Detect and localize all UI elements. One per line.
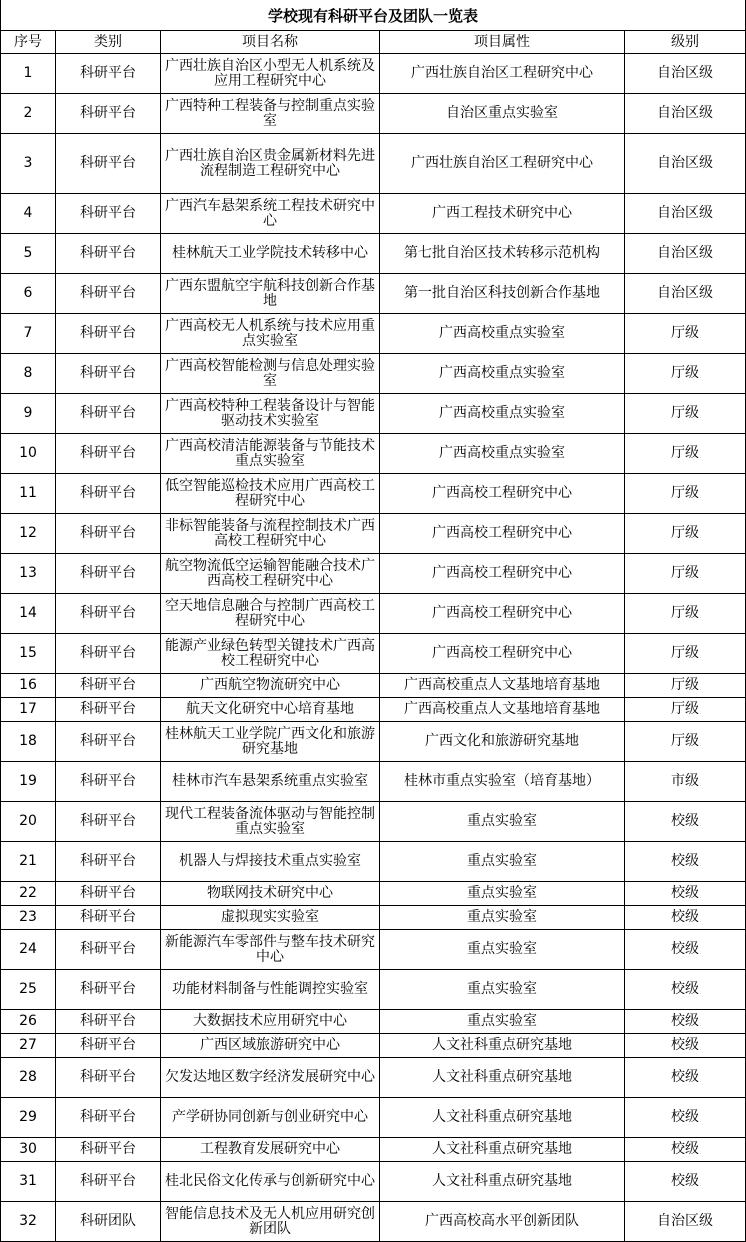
cell-no: 12 xyxy=(1,514,56,554)
table-row xyxy=(1,554,746,594)
cell-level: 厅级 xyxy=(625,394,746,434)
cell-no: 21 xyxy=(1,842,56,882)
cell-project-attribute: 广西壮族自治区工程研究中心 xyxy=(380,54,625,94)
cell-category: 科研平台 xyxy=(56,802,161,842)
cell-project-attribute: 广西高校重点实验室 xyxy=(380,314,625,354)
table-row xyxy=(1,970,746,1010)
cell-level: 校级 xyxy=(625,1010,746,1034)
header-category: 类别 xyxy=(56,31,161,54)
cell-category: 科研平台 xyxy=(56,762,161,802)
cell-project-attribute: 广西高校重点人文基地培育基地 xyxy=(380,698,625,722)
table-row xyxy=(1,1138,746,1162)
table-row xyxy=(1,882,746,906)
table-row xyxy=(1,634,746,674)
cell-project-attribute: 广西高校高水平创新团队 xyxy=(380,1202,625,1242)
cell-category: 科研平台 xyxy=(56,634,161,674)
header-no: 序号 xyxy=(1,31,56,54)
cell-no: 15 xyxy=(1,634,56,674)
table-row xyxy=(1,842,746,882)
cell-level: 校级 xyxy=(625,802,746,842)
cell-level: 校级 xyxy=(625,970,746,1010)
table-row xyxy=(1,930,746,970)
table-row xyxy=(1,674,746,698)
cell-category: 科研平台 xyxy=(56,698,161,722)
cell-level: 校级 xyxy=(625,1034,746,1058)
cell-category: 科研平台 xyxy=(56,1058,161,1098)
table-row xyxy=(1,234,746,274)
table-body xyxy=(1,54,746,1242)
cell-project-attribute: 人文社科重点研究基地 xyxy=(380,1162,625,1202)
cell-level: 校级 xyxy=(625,1058,746,1098)
table-row xyxy=(1,1202,746,1242)
cell-no: 1 xyxy=(1,54,56,94)
cell-category: 科研平台 xyxy=(56,970,161,1010)
cell-project-attribute: 广西高校工程研究中心 xyxy=(380,554,625,594)
cell-project-attribute: 重点实验室 xyxy=(380,906,625,930)
cell-project-name: 桂林市汽车悬架系统重点实验室 xyxy=(161,762,380,802)
table-row xyxy=(1,134,746,194)
cell-category: 科研平台 xyxy=(56,274,161,314)
table-row xyxy=(1,194,746,234)
cell-project-attribute: 重点实验室 xyxy=(380,802,625,842)
cell-level: 自治区级 xyxy=(625,94,746,134)
cell-category: 科研平台 xyxy=(56,134,161,194)
cell-level: 校级 xyxy=(625,1098,746,1138)
cell-project-attribute: 重点实验室 xyxy=(380,970,625,1010)
cell-no: 23 xyxy=(1,906,56,930)
cell-project-name: 工程教育发展研究中心 xyxy=(161,1138,380,1162)
cell-category: 科研平台 xyxy=(56,882,161,906)
table-row xyxy=(1,1034,746,1058)
cell-no: 26 xyxy=(1,1010,56,1034)
cell-level: 自治区级 xyxy=(625,194,746,234)
cell-project-attribute: 广西文化和旅游研究基地 xyxy=(380,722,625,762)
cell-no: 20 xyxy=(1,802,56,842)
cell-category: 科研平台 xyxy=(56,1034,161,1058)
cell-level: 校级 xyxy=(625,1162,746,1202)
cell-project-attribute: 广西高校工程研究中心 xyxy=(380,634,625,674)
cell-category: 科研平台 xyxy=(56,514,161,554)
cell-no: 7 xyxy=(1,314,56,354)
cell-category: 科研平台 xyxy=(56,434,161,474)
cell-project-name: 桂北民俗文化传承与创新研究中心 xyxy=(161,1162,380,1202)
cell-project-attribute: 自治区重点实验室 xyxy=(380,94,625,134)
cell-no: 22 xyxy=(1,882,56,906)
cell-project-attribute: 广西高校工程研究中心 xyxy=(380,474,625,514)
cell-category: 科研平台 xyxy=(56,594,161,634)
cell-category: 科研平台 xyxy=(56,234,161,274)
cell-no: 8 xyxy=(1,354,56,394)
table-row xyxy=(1,762,746,802)
cell-category: 科研平台 xyxy=(56,194,161,234)
cell-project-attribute: 第一批自治区科技创新合作基地 xyxy=(380,274,625,314)
cell-category: 科研平台 xyxy=(56,394,161,434)
cell-project-name: 新能源汽车零部件与整车技术研究中心 xyxy=(161,930,380,970)
cell-level: 自治区级 xyxy=(625,1202,746,1242)
cell-level: 校级 xyxy=(625,882,746,906)
cell-project-name: 现代工程装备流体驱动与智能控制重点实验室 xyxy=(161,802,380,842)
cell-project-name: 广西航空物流研究中心 xyxy=(161,674,380,698)
cell-project-name: 桂林航天工业学院技术转移中心 xyxy=(161,234,380,274)
cell-no: 18 xyxy=(1,722,56,762)
cell-category: 科研平台 xyxy=(56,674,161,698)
cell-no: 30 xyxy=(1,1138,56,1162)
table-row xyxy=(1,354,746,394)
cell-level: 厅级 xyxy=(625,434,746,474)
cell-project-name: 物联网技术研究中心 xyxy=(161,882,380,906)
header-project-attribute: 项目属性 xyxy=(380,31,625,54)
cell-project-attribute: 广西高校重点实验室 xyxy=(380,354,625,394)
cell-project-attribute: 重点实验室 xyxy=(380,842,625,882)
cell-no: 9 xyxy=(1,394,56,434)
cell-project-name: 广西区域旅游研究中心 xyxy=(161,1034,380,1058)
cell-level: 厅级 xyxy=(625,674,746,698)
cell-project-attribute: 广西高校工程研究中心 xyxy=(380,594,625,634)
platform-table xyxy=(0,30,746,1242)
cell-level: 厅级 xyxy=(625,474,746,514)
cell-level: 厅级 xyxy=(625,354,746,394)
cell-project-attribute: 人文社科重点研究基地 xyxy=(380,1058,625,1098)
cell-level: 厅级 xyxy=(625,698,746,722)
cell-level: 自治区级 xyxy=(625,274,746,314)
cell-level: 校级 xyxy=(625,842,746,882)
table-row xyxy=(1,314,746,354)
cell-no: 32 xyxy=(1,1202,56,1242)
cell-category: 科研平台 xyxy=(56,842,161,882)
table-row xyxy=(1,1098,746,1138)
cell-project-name: 桂林航天工业学院广西文化和旅游研究基地 xyxy=(161,722,380,762)
cell-project-name: 能源产业绿色转型关键技术广西高校工程研究中心 xyxy=(161,634,380,674)
header-row xyxy=(1,31,746,54)
cell-category: 科研平台 xyxy=(56,1098,161,1138)
cell-level: 校级 xyxy=(625,930,746,970)
cell-no: 4 xyxy=(1,194,56,234)
cell-project-attribute: 人文社科重点研究基地 xyxy=(380,1138,625,1162)
cell-project-name: 广西特种工程装备与控制重点实验室 xyxy=(161,94,380,134)
table-row xyxy=(1,1058,746,1098)
cell-category: 科研平台 xyxy=(56,54,161,94)
cell-no: 24 xyxy=(1,930,56,970)
cell-project-name: 广西高校特种工程装备设计与智能驱动技术实验室 xyxy=(161,394,380,434)
cell-category: 科研平台 xyxy=(56,906,161,930)
header-project-name: 项目名称 xyxy=(161,31,380,54)
cell-level: 校级 xyxy=(625,906,746,930)
cell-project-name: 空天地信息融合与控制广西高校工程研究中心 xyxy=(161,594,380,634)
table-row xyxy=(1,394,746,434)
cell-project-attribute: 广西高校重点实验室 xyxy=(380,394,625,434)
cell-project-name: 低空智能巡检技术应用广西高校工程研究中心 xyxy=(161,474,380,514)
table-row xyxy=(1,1010,746,1034)
table-row xyxy=(1,474,746,514)
cell-no: 2 xyxy=(1,94,56,134)
cell-project-name: 广西汽车悬架系统工程技术研究中心 xyxy=(161,194,380,234)
table-row xyxy=(1,802,746,842)
cell-level: 厅级 xyxy=(625,554,746,594)
table-row xyxy=(1,274,746,314)
cell-category: 科研平台 xyxy=(56,94,161,134)
cell-level: 厅级 xyxy=(625,594,746,634)
table-row xyxy=(1,1162,746,1202)
cell-no: 27 xyxy=(1,1034,56,1058)
cell-project-attribute: 广西高校重点实验室 xyxy=(380,434,625,474)
cell-category: 科研平台 xyxy=(56,1010,161,1034)
cell-level: 厅级 xyxy=(625,722,746,762)
cell-level: 校级 xyxy=(625,1138,746,1162)
cell-category: 科研平台 xyxy=(56,554,161,594)
cell-category: 科研团队 xyxy=(56,1202,161,1242)
table-row xyxy=(1,434,746,474)
cell-project-name: 广西壮族自治区小型无人机系统及应用工程研究中心 xyxy=(161,54,380,94)
cell-category: 科研平台 xyxy=(56,722,161,762)
cell-no: 19 xyxy=(1,762,56,802)
table-row xyxy=(1,594,746,634)
cell-no: 11 xyxy=(1,474,56,514)
cell-level: 厅级 xyxy=(625,314,746,354)
cell-project-name: 欠发达地区数字经济发展研究中心 xyxy=(161,1058,380,1098)
cell-project-name: 航空物流低空运输智能融合技术广西高校工程研究中心 xyxy=(161,554,380,594)
cell-project-name: 产学研协同创新与创业研究中心 xyxy=(161,1098,380,1138)
cell-no: 28 xyxy=(1,1058,56,1098)
cell-project-name: 虚拟现实实验室 xyxy=(161,906,380,930)
cell-no: 29 xyxy=(1,1098,56,1138)
cell-level: 自治区级 xyxy=(625,134,746,194)
cell-project-name: 广西壮族自治区贵金属新材料先进流程制造工程研究中心 xyxy=(161,134,380,194)
cell-project-attribute: 广西壮族自治区工程研究中心 xyxy=(380,134,625,194)
table-row xyxy=(1,514,746,554)
cell-project-attribute: 广西高校重点人文基地培育基地 xyxy=(380,674,625,698)
table-row xyxy=(1,94,746,134)
cell-no: 31 xyxy=(1,1162,56,1202)
cell-no: 5 xyxy=(1,234,56,274)
cell-no: 6 xyxy=(1,274,56,314)
cell-category: 科研平台 xyxy=(56,1138,161,1162)
cell-no: 16 xyxy=(1,674,56,698)
cell-project-attribute: 人文社科重点研究基地 xyxy=(380,1098,625,1138)
cell-project-name: 非标智能装备与流程控制技术广西高校工程研究中心 xyxy=(161,514,380,554)
cell-project-name: 广西高校无人机系统与技术应用重点实验室 xyxy=(161,314,380,354)
cell-no: 17 xyxy=(1,698,56,722)
cell-project-name: 机器人与焊接技术重点实验室 xyxy=(161,842,380,882)
cell-level: 厅级 xyxy=(625,634,746,674)
cell-category: 科研平台 xyxy=(56,354,161,394)
cell-category: 科研平台 xyxy=(56,314,161,354)
table-title: 学校现有科研平台及团队一览表 xyxy=(0,0,746,30)
cell-no: 14 xyxy=(1,594,56,634)
cell-project-attribute: 重点实验室 xyxy=(380,882,625,906)
cell-level: 自治区级 xyxy=(625,54,746,94)
cell-project-name: 广西高校智能检测与信息处理实验室 xyxy=(161,354,380,394)
cell-project-attribute: 人文社科重点研究基地 xyxy=(380,1034,625,1058)
cell-project-attribute: 桂林市重点实验室（培育基地） xyxy=(380,762,625,802)
cell-project-attribute: 重点实验室 xyxy=(380,930,625,970)
cell-level: 市级 xyxy=(625,762,746,802)
table-row xyxy=(1,722,746,762)
table-row xyxy=(1,906,746,930)
header-level: 级别 xyxy=(625,31,746,54)
cell-category: 科研平台 xyxy=(56,474,161,514)
cell-no: 10 xyxy=(1,434,56,474)
cell-project-name: 广西东盟航空宇航科技创新合作基地 xyxy=(161,274,380,314)
cell-project-name: 航天文化研究中心培育基地 xyxy=(161,698,380,722)
cell-level: 厅级 xyxy=(625,514,746,554)
cell-no: 25 xyxy=(1,970,56,1010)
cell-project-attribute: 广西高校工程研究中心 xyxy=(380,514,625,554)
cell-project-attribute: 重点实验室 xyxy=(380,1010,625,1034)
cell-project-attribute: 广西工程技术研究中心 xyxy=(380,194,625,234)
table-row xyxy=(1,698,746,722)
cell-level: 自治区级 xyxy=(625,234,746,274)
cell-project-attribute: 第七批自治区技术转移示范机构 xyxy=(380,234,625,274)
cell-no: 13 xyxy=(1,554,56,594)
cell-project-name: 广西高校清洁能源装备与节能技术重点实验室 xyxy=(161,434,380,474)
cell-project-name: 功能材料制备与性能调控实验室 xyxy=(161,970,380,1010)
cell-category: 科研平台 xyxy=(56,930,161,970)
cell-category: 科研平台 xyxy=(56,1162,161,1202)
cell-project-name: 智能信息技术及无人机应用研究创新团队 xyxy=(161,1202,380,1242)
table-row xyxy=(1,54,746,94)
cell-project-name: 大数据技术应用研究中心 xyxy=(161,1010,380,1034)
cell-no: 3 xyxy=(1,134,56,194)
